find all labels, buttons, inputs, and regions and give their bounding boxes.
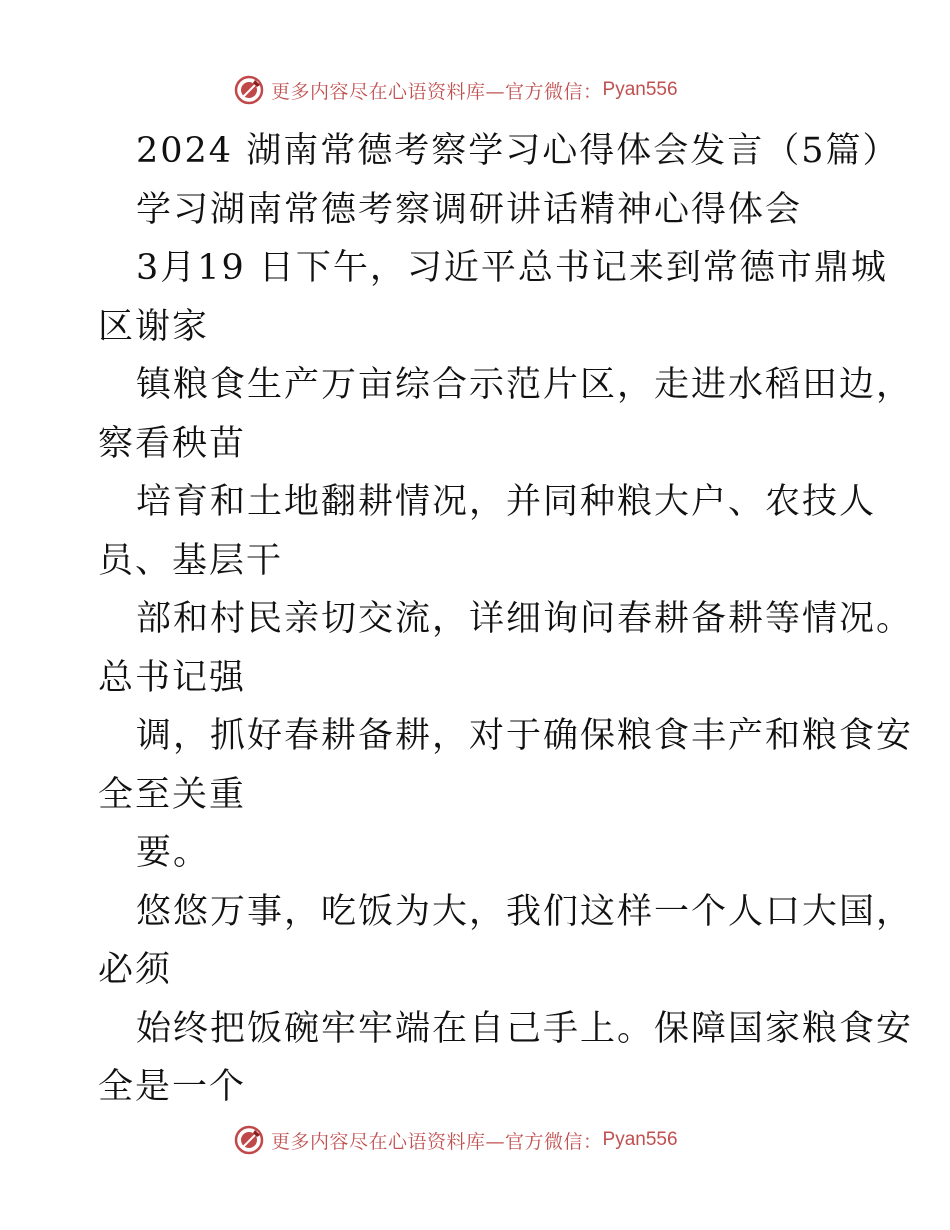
watermark-text: 更多内容尽在心语资料库—官方微信：: [271, 1130, 603, 1153]
text-line: 调，抓好春耕备耕，对于确保粮食丰产和粮食安: [136, 716, 914, 756]
text-line: 悠悠万事，吃饭为大，我们这样一个人口大国，: [136, 891, 914, 932]
text-line: 全是一个: [98, 1067, 247, 1107]
text-line: 员、基层干: [98, 540, 284, 581]
watermark-header: [233, 72, 678, 108]
watermark-wechat-id: Pyan556: [602, 1129, 678, 1150]
text-line: 总书记强: [98, 657, 247, 698]
text-line: 3月19 日下午，习近平总书记来到常德市鼎城: [136, 248, 888, 288]
text-line: 镇粮食生产万亩综合示范片区，走进水稻田边，: [136, 365, 914, 405]
watermark-footer: [233, 1122, 678, 1158]
text-line: 部和村民亲切交流，详细询问春耕备耕等情况。: [136, 599, 914, 639]
pen-logo-icon: [233, 1124, 265, 1156]
text-line: 全至关重: [98, 774, 247, 815]
text-line: 学习湖南常德考察调研讲话精神心得体会: [136, 189, 803, 230]
text-line: 察看秧苗: [98, 423, 247, 464]
text-line: 必须: [98, 950, 173, 990]
text-line: 培育和土地翻耕情况，并同种粮大户、农技人: [136, 482, 877, 522]
text-line: 区谢家: [98, 306, 210, 347]
document-body: [98, 122, 914, 1117]
text-line: 2024 湖南常德考察学习心得体会发言（5篇）: [136, 131, 900, 171]
watermark-text: 更多内容尽在心语资料库—官方微信：: [271, 80, 603, 103]
pen-logo-icon: [233, 74, 265, 106]
text-line: 始终把饭碗牢牢端在自己手上。保障国家粮食安: [136, 1008, 914, 1049]
watermark-wechat-id: Pyan556: [602, 79, 678, 100]
text-line: 要。: [136, 833, 211, 873]
